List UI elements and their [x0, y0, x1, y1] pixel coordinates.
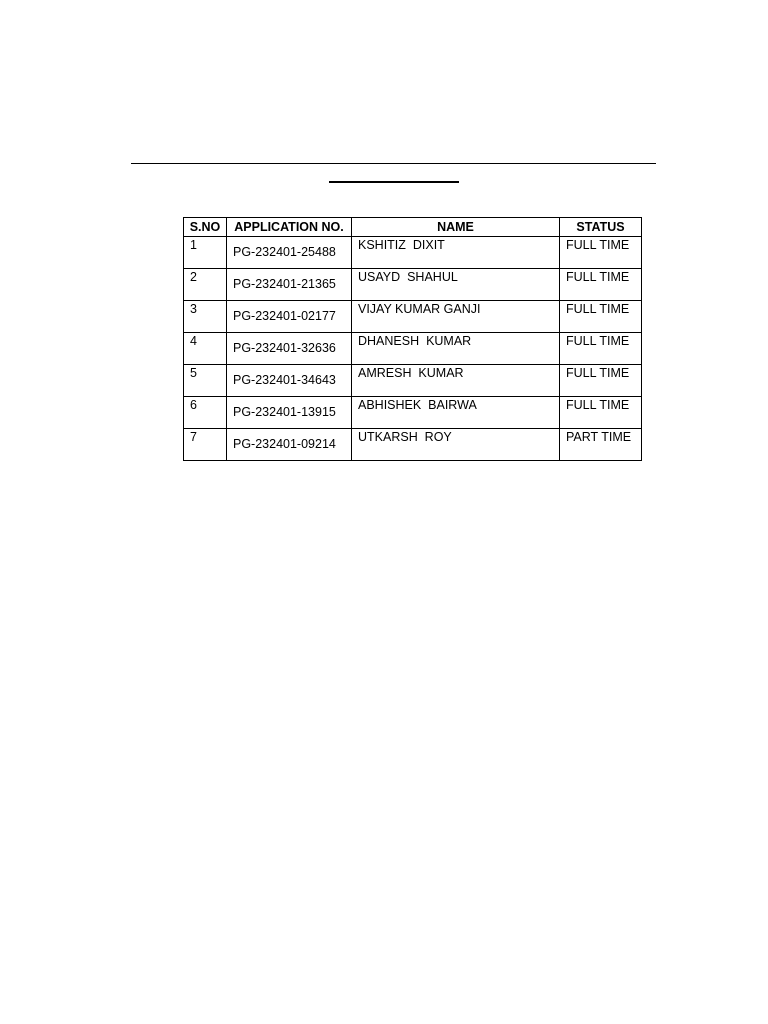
- cell-sno: [184, 301, 227, 333]
- cell-application-no: [227, 429, 352, 461]
- application-no-text: PG-232401-09214: [233, 437, 336, 451]
- table-row: [184, 365, 642, 397]
- horizontal-rule: [131, 163, 656, 164]
- header-application-no: APPLICATION NO.: [227, 218, 352, 237]
- application-no-text: PG-232401-21365: [233, 277, 336, 291]
- name-text: UTKARSH ROY: [358, 430, 452, 444]
- name-text: USAYD SHAHUL: [358, 270, 458, 284]
- status-text: FULL TIME: [566, 366, 630, 380]
- cell-application-no: [227, 237, 352, 269]
- cell-sno: [184, 269, 227, 301]
- title-underline: [329, 181, 459, 183]
- cell-name: [352, 333, 560, 365]
- sno-text: 4: [190, 334, 197, 348]
- cell-application-no: [227, 365, 352, 397]
- sno-text: 3: [190, 302, 197, 316]
- application-no-text: PG-232401-32636: [233, 341, 336, 355]
- name-text: KSHITIZ DIXIT: [358, 238, 445, 252]
- application-no-text: PG-232401-25488: [233, 245, 336, 259]
- table-header-row: [184, 218, 642, 237]
- cell-sno: [184, 429, 227, 461]
- cell-name: [352, 429, 560, 461]
- status-text: FULL TIME: [566, 398, 630, 412]
- table-row: [184, 269, 642, 301]
- cell-name: [352, 301, 560, 333]
- cell-status: [560, 269, 642, 301]
- cell-status: [560, 365, 642, 397]
- sno-text: 5: [190, 366, 197, 380]
- name-text: AMRESH KUMAR: [358, 366, 464, 380]
- sno-text: 1: [190, 238, 197, 252]
- table-row: [184, 333, 642, 365]
- name-text: ABHISHEK BAIRWA: [358, 398, 477, 412]
- status-text: FULL TIME: [566, 334, 630, 348]
- table-row: [184, 301, 642, 333]
- header-status: STATUS: [560, 218, 642, 237]
- cell-name: [352, 269, 560, 301]
- name-text: VIJAY KUMAR GANJI: [358, 302, 481, 316]
- cell-application-no: [227, 301, 352, 333]
- application-no-text: PG-232401-13915: [233, 405, 336, 419]
- header-sno: S.NO: [184, 218, 227, 237]
- cell-status: [560, 397, 642, 429]
- cell-name: [352, 365, 560, 397]
- cell-name: [352, 397, 560, 429]
- cell-application-no: [227, 333, 352, 365]
- sno-text: 7: [190, 430, 197, 444]
- header-name: NAME: [352, 218, 560, 237]
- table-row: [184, 397, 642, 429]
- application-no-text: PG-232401-02177: [233, 309, 336, 323]
- status-text: FULL TIME: [566, 238, 630, 252]
- cell-name: [352, 237, 560, 269]
- cell-application-no: [227, 269, 352, 301]
- application-no-text: PG-232401-34643: [233, 373, 336, 387]
- status-text: FULL TIME: [566, 270, 630, 284]
- status-text: PART TIME: [566, 430, 632, 444]
- cell-status: [560, 301, 642, 333]
- table-row: [184, 237, 642, 269]
- status-text: FULL TIME: [566, 302, 630, 316]
- results-table: [183, 217, 642, 461]
- sno-text: 6: [190, 398, 197, 412]
- cell-sno: [184, 365, 227, 397]
- cell-sno: [184, 237, 227, 269]
- cell-status: [560, 429, 642, 461]
- sno-text: 2: [190, 270, 197, 284]
- cell-status: [560, 237, 642, 269]
- cell-sno: [184, 397, 227, 429]
- cell-sno: [184, 333, 227, 365]
- cell-status: [560, 333, 642, 365]
- name-text: DHANESH KUMAR: [358, 334, 472, 348]
- cell-application-no: [227, 397, 352, 429]
- table-row: [184, 429, 642, 461]
